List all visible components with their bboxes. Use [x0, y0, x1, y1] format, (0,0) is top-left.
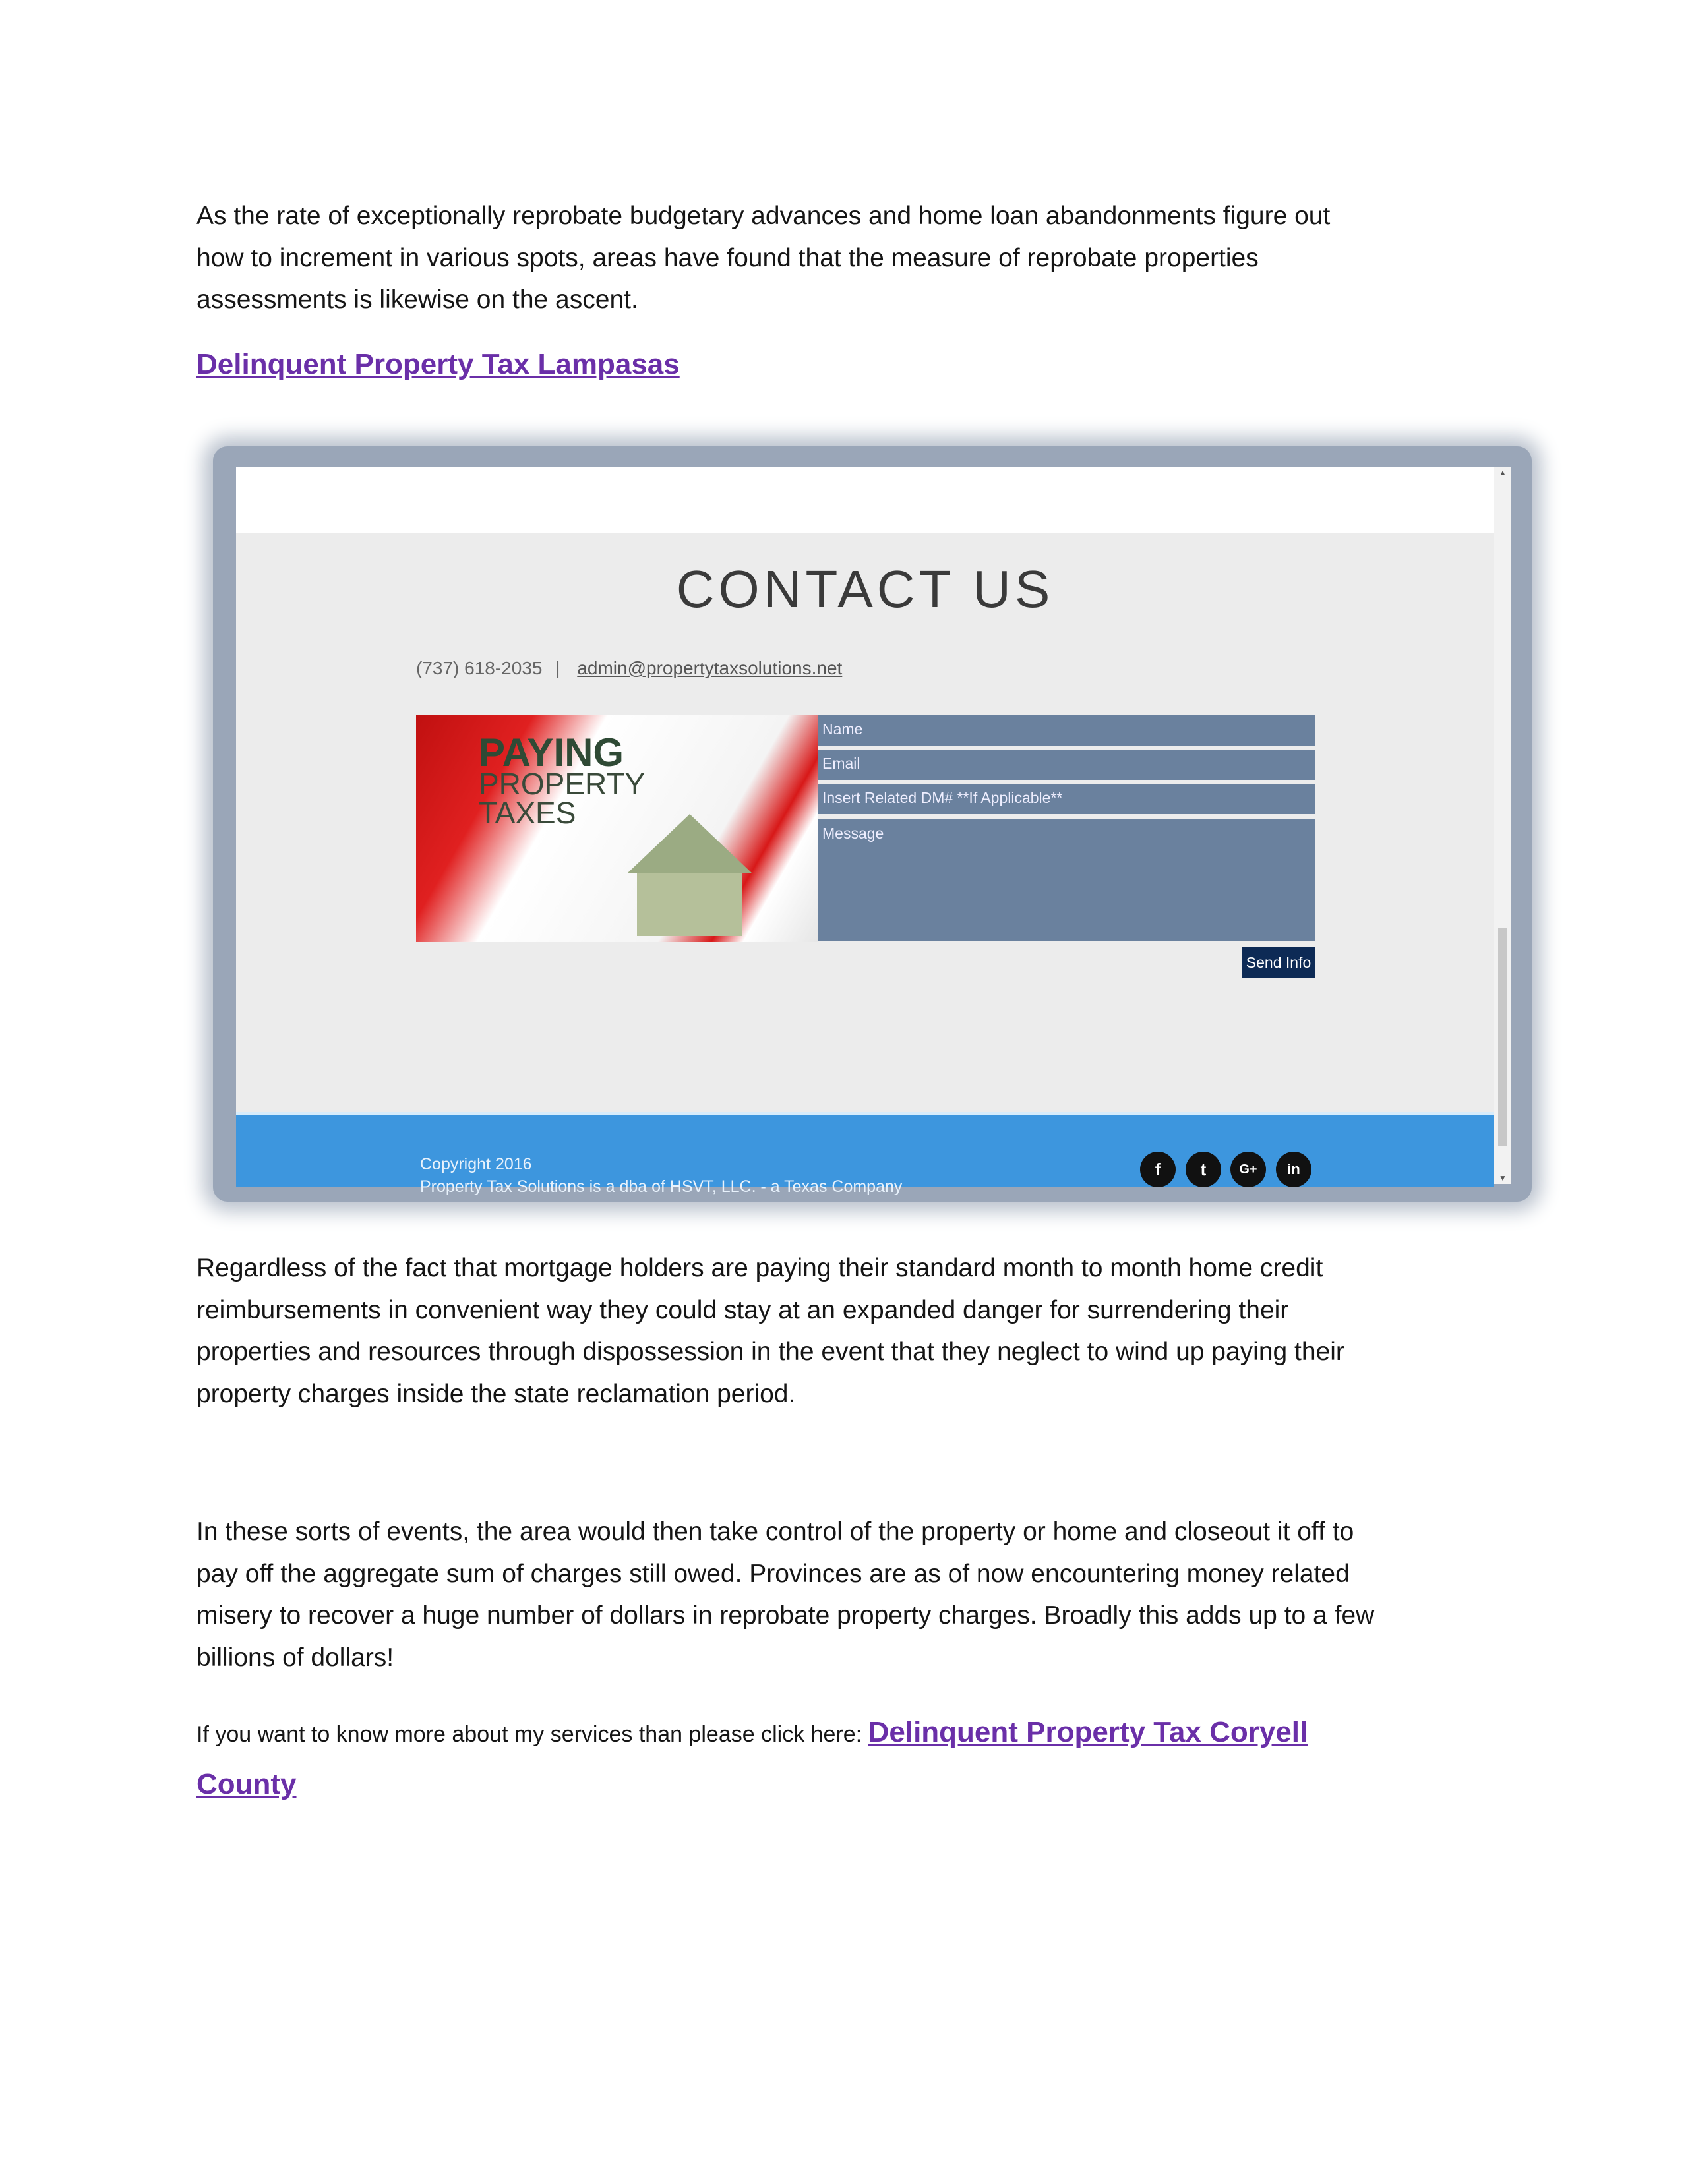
contact-title: CONTACT US: [676, 560, 1054, 618]
scroll-down-icon[interactable]: ▼: [1499, 1173, 1507, 1183]
paragraph-3: [196, 1511, 1374, 1678]
text-line: As the rate of exceptionally reprobate budgetary advances and home loan abandonments figure out: [196, 202, 1331, 230]
text-line: misery to recover a huge number of dollars in reprobate property charges. Broadly this adds up to a few: [196, 1601, 1375, 1630]
scrollbar-thumb[interactable]: [1498, 928, 1507, 1146]
text-line: In these sorts of events, the area would then take control of the property or home and closeout it off to: [196, 1518, 1354, 1546]
copyright: Copyright 2016: [420, 1155, 532, 1173]
company-info: Property Tax Solutions is a dba of HSVT, LLC. - a Texas Company: [420, 1177, 903, 1196]
send-info-button[interactable]: Send Info: [1242, 947, 1315, 978]
closing-paragraph: [196, 1707, 1308, 1810]
message-textarea[interactable]: Message: [818, 819, 1315, 941]
separator: |: [555, 658, 560, 678]
embedded-contact-page: [236, 467, 1494, 1196]
coryell-link[interactable]: Delinquent Property Tax Coryell: [868, 1716, 1308, 1748]
text-line: how to increment in various spots, areas have found that the measure of reprobate properties: [196, 243, 1259, 272]
footer-text: [420, 1153, 902, 1198]
closing-text: If you want to know more about my services than please click here:: [196, 1722, 868, 1747]
name-input[interactable]: Name: [818, 715, 1315, 746]
scroll-up-icon[interactable]: ▲: [1499, 468, 1507, 477]
money-house-body: [637, 873, 742, 936]
email-link[interactable]: admin@propertytaxsolutions.net: [577, 658, 843, 678]
contact-info: [416, 658, 842, 679]
dm-number-input[interactable]: Insert Related DM# **If Applicable**: [818, 784, 1315, 814]
promo-text: PROPERTY TAXES: [479, 767, 646, 830]
text-line: billions of dollars!: [196, 1643, 394, 1672]
promo-text: PAYING: [479, 730, 624, 775]
header-band: [236, 467, 1494, 533]
facebook-icon[interactable]: f: [1140, 1152, 1176, 1187]
text-line: properties and resources through dispossession in the event that they neglect to wind up paying their: [196, 1338, 1344, 1366]
text-line: property charges inside the state reclamation period.: [196, 1379, 796, 1408]
scrollbar[interactable]: [1494, 467, 1511, 1184]
text-line: Regardless of the fact that mortgage holders are paying their standard month to month home credit: [196, 1254, 1323, 1282]
coryell-link-continued[interactable]: County: [196, 1768, 297, 1800]
intro-paragraph: [196, 195, 1330, 321]
text-line: reimbursements in convenient way they could stay at an expanded danger for surrendering their: [196, 1295, 1289, 1324]
money-house-roof: [627, 814, 752, 873]
google-plus-icon[interactable]: G+: [1230, 1152, 1266, 1187]
text-line: assessments is likewise on the ascent.: [196, 285, 638, 314]
email-input[interactable]: Email: [818, 750, 1315, 780]
lampasas-link[interactable]: Delinquent Property Tax Lampasas: [196, 348, 680, 380]
paying-property-taxes-image: [416, 715, 818, 942]
twitter-icon[interactable]: t: [1186, 1152, 1221, 1187]
phone-number: (737) 618-2035: [416, 658, 543, 678]
text-line: pay off the aggregate sum of charges still owed. Provinces are as of now encountering money related: [196, 1559, 1350, 1588]
linkedin-icon[interactable]: in: [1276, 1152, 1311, 1187]
site-footer: [236, 1112, 1494, 1196]
paragraph-2: [196, 1247, 1344, 1415]
